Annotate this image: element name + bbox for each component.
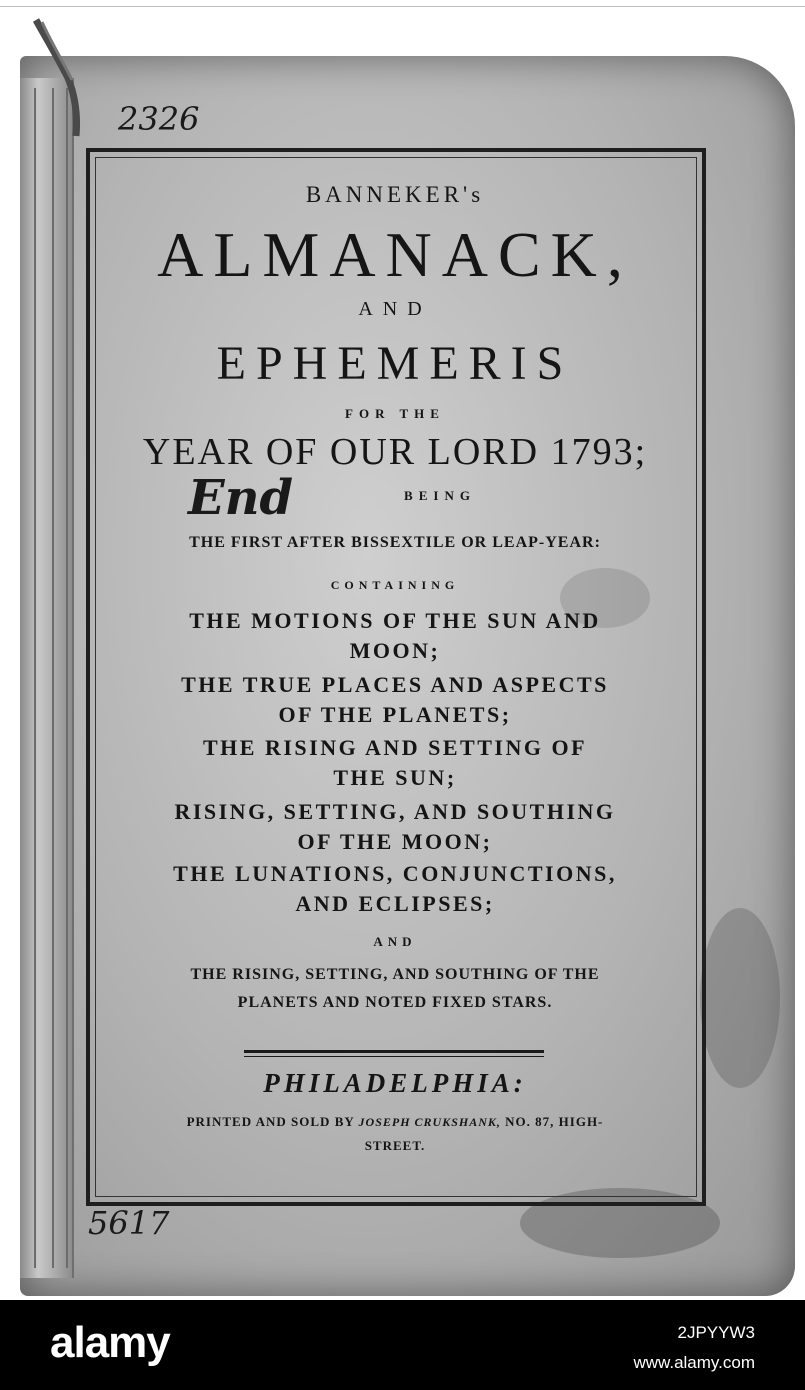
printer-name: JOSEPH CRUKSHANK,	[358, 1115, 501, 1129]
image-id: 2JPYYW3	[677, 1323, 755, 1342]
contents-line: OF THE PLANETS;	[278, 702, 512, 727]
title-page	[100, 168, 690, 1178]
contents-line: RISING, SETTING, AND SOUTHING	[174, 799, 616, 824]
imprint-place: PHILADELPHIA:	[263, 1068, 527, 1098]
handwritten-bottom-number: 5617	[88, 1204, 170, 1242]
imprint-street: STREET.	[364, 1138, 426, 1153]
contents-line: THE SUN;	[333, 765, 457, 790]
main-title: ALMANACK,	[157, 219, 633, 290]
stars-line: THE RISING, SETTING, AND SOUTHING OF THE	[190, 966, 600, 983]
scanned-image	[0, 8, 805, 1300]
image-credit	[633, 1318, 755, 1378]
and-line: AND	[358, 298, 432, 320]
author-line: BANNEKER's	[305, 182, 485, 207]
binding-thread	[28, 18, 84, 138]
contents-line: THE RISING AND SETTING OF	[202, 735, 588, 760]
subtitle: EPHEMERIS	[216, 337, 574, 390]
contents-line: MOON;	[349, 638, 441, 663]
top-border	[0, 0, 805, 7]
printed-prefix: PRINTED AND SOLD BY	[186, 1114, 355, 1129]
and-line-2: AND	[373, 934, 417, 949]
brand-logo: alamy	[50, 1318, 170, 1367]
contents-line: THE LUNATIONS, CONJUNCTIONS,	[173, 861, 617, 886]
contents-line: THE MOTIONS OF THE SUN AND	[189, 608, 601, 633]
contents-line: THE TRUE PLACES AND ASPECTS	[181, 672, 609, 697]
divider-rule	[244, 1050, 544, 1053]
handwritten-number: 2326	[118, 100, 200, 138]
containing-line: CONTAINING	[330, 578, 460, 592]
for-the-line: FOR THE	[345, 406, 445, 421]
contents-line: AND ECLIPSES;	[295, 891, 495, 916]
printed-suffix: NO. 87, HIGH-	[505, 1114, 604, 1129]
being-line: BEING	[404, 488, 476, 503]
stars-line: PLANETS AND NOTED FIXED STARS.	[237, 994, 553, 1011]
imprint-printer	[100, 1114, 690, 1130]
year-line: YEAR OF OUR LORD 1793;	[142, 431, 648, 473]
handwritten-end: End	[188, 470, 294, 526]
divider-rule-thin	[244, 1056, 544, 1057]
leap-year-line: THE FIRST AFTER BISSEXTILE OR LEAP-YEAR:	[189, 534, 601, 551]
site-url: www.alamy.com	[633, 1353, 755, 1372]
contents-line: OF THE MOON;	[297, 829, 493, 854]
